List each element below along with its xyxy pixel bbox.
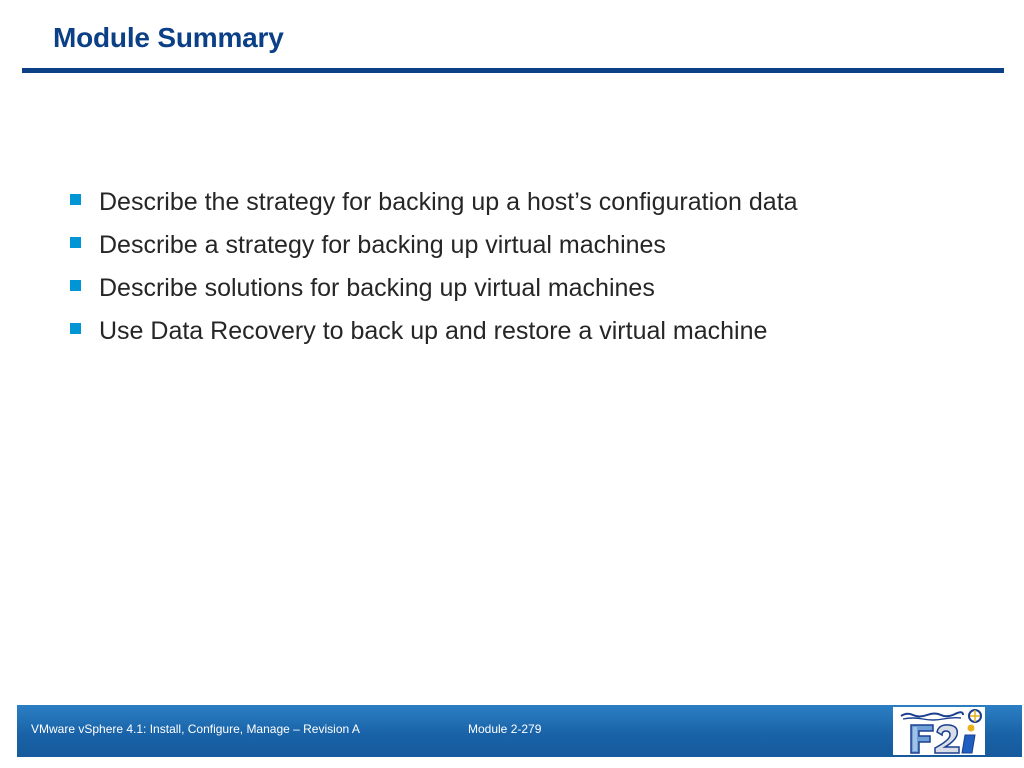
bullet-text: Describe solutions for backing up virtual machines [99, 274, 655, 302]
footer-bar [17, 705, 1022, 757]
bullet-list [70, 184, 798, 356]
bullet-text: Use Data Recovery to back up and restore a virtual machine [99, 317, 768, 345]
title-divider [22, 68, 1004, 73]
bullet-text: Describe the strategy for backing up a host’s configuration data [99, 188, 798, 216]
bullet-item [70, 270, 798, 313]
bullet-item [70, 227, 798, 270]
square-bullet-icon [70, 194, 81, 205]
bullet-item [70, 313, 798, 356]
footer-course-title: VMware vSphere 4.1: Install, Configure, Manage – Revision A [31, 722, 360, 736]
square-bullet-icon [70, 323, 81, 334]
slide-title: Module Summary [53, 22, 284, 53]
bullet-text: Describe a strategy for backing up virtual machines [99, 231, 666, 259]
f2i-logo-graphic [893, 707, 985, 755]
footer-page-number: Module 2-279 [468, 722, 542, 736]
bullet-item [70, 184, 798, 227]
square-bullet-icon [70, 237, 81, 248]
square-bullet-icon [70, 280, 81, 291]
f2i-logo [893, 707, 985, 755]
